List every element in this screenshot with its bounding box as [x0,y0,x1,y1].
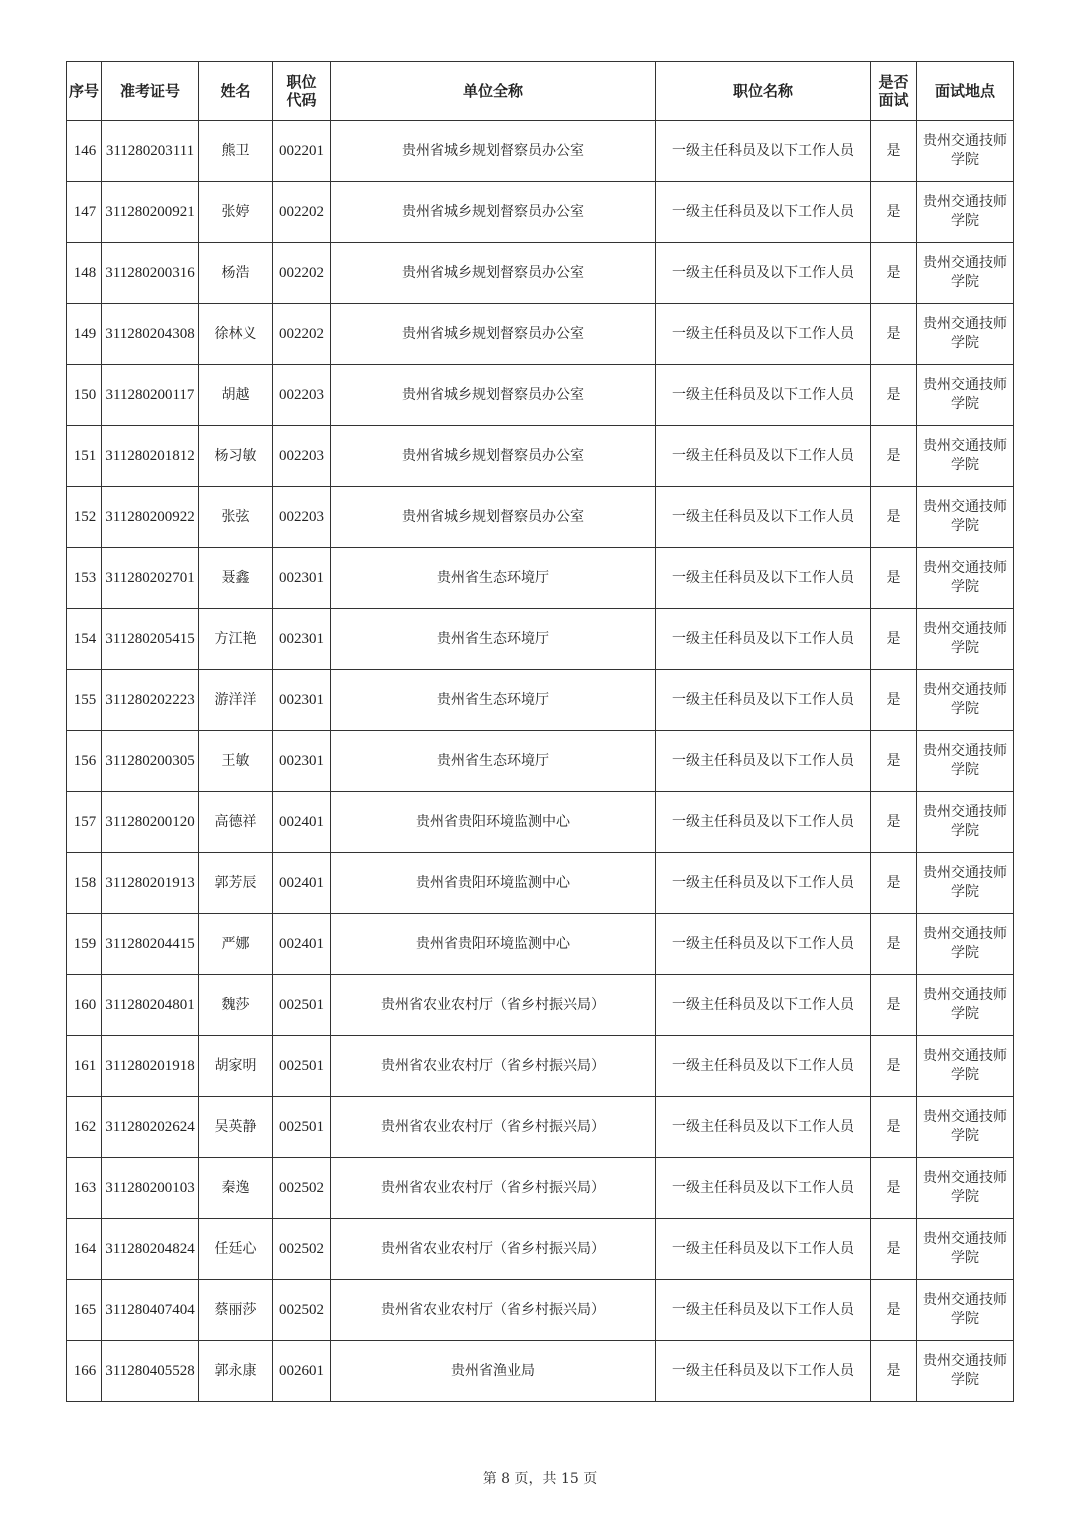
cell-position-name: 一级主任科员及以下工作人员 [656,975,871,1036]
header-position-code-label: 职位代码 [286,73,317,109]
cell-position-code: 002401 [273,914,331,975]
cell-exam-no: 311280200305 [102,731,199,792]
cell-interview: 是 [871,792,917,853]
header-position-code [273,62,331,121]
cell-interview: 是 [871,1158,917,1219]
cell-exam-no: 311280200117 [102,365,199,426]
header-exam-no: 准考证号 [102,62,199,121]
cell-location: 贵州交通技师学院 [917,121,1014,182]
cell-unit: 贵州省农业农村厅（省乡村振兴局） [331,1097,656,1158]
cell-position-code: 002401 [273,853,331,914]
table-row [67,1219,1014,1280]
cell-location: 贵州交通技师学院 [917,1158,1014,1219]
cell-position-code: 002202 [273,182,331,243]
table-row [67,670,1014,731]
cell-unit: 贵州省农业农村厅（省乡村振兴局） [331,1219,656,1280]
cell-position-name: 一级主任科员及以下工作人员 [656,304,871,365]
cell-unit: 贵州省农业农村厅（省乡村振兴局） [331,1158,656,1219]
cell-name: 郭永康 [199,1341,273,1402]
cell-position-code: 002501 [273,975,331,1036]
cell-position-name: 一级主任科员及以下工作人员 [656,609,871,670]
table-row [67,304,1014,365]
cell-exam-no: 311280204801 [102,975,199,1036]
cell-location: 贵州交通技师学院 [917,548,1014,609]
cell-seq: 163 [67,1158,102,1219]
cell-unit: 贵州省渔业局 [331,1341,656,1402]
cell-seq: 152 [67,487,102,548]
cell-location: 贵州交通技师学院 [917,243,1014,304]
cell-position-name: 一级主任科员及以下工作人员 [656,243,871,304]
cell-location: 贵州交通技师学院 [917,792,1014,853]
cell-unit: 贵州省生态环境厅 [331,548,656,609]
cell-unit: 贵州省贵阳环境监测中心 [331,792,656,853]
cell-exam-no: 311280200921 [102,182,199,243]
cell-position-code: 002301 [273,731,331,792]
cell-unit: 贵州省城乡规划督察员办公室 [331,121,656,182]
cell-location: 贵州交通技师学院 [917,304,1014,365]
cell-position-name: 一级主任科员及以下工作人员 [656,1036,871,1097]
table-header-row [67,62,1014,121]
cell-name: 郭芳辰 [199,853,273,914]
cell-name: 张弦 [199,487,273,548]
table-row [67,1036,1014,1097]
cell-interview: 是 [871,1341,917,1402]
table-row [67,548,1014,609]
table-row [67,1341,1014,1402]
table-row [67,182,1014,243]
cell-name: 聂鑫 [199,548,273,609]
cell-exam-no: 311280200103 [102,1158,199,1219]
cell-position-name: 一级主任科员及以下工作人员 [656,914,871,975]
cell-exam-no: 311280202624 [102,1097,199,1158]
cell-exam-no: 311280205415 [102,609,199,670]
cell-name: 吴英静 [199,1097,273,1158]
cell-name: 王敏 [199,731,273,792]
cell-exam-no: 311280407404 [102,1280,199,1341]
cell-exam-no: 311280200120 [102,792,199,853]
cell-position-name: 一级主任科员及以下工作人员 [656,548,871,609]
cell-interview: 是 [871,670,917,731]
cell-name: 秦逸 [199,1158,273,1219]
cell-interview: 是 [871,914,917,975]
cell-interview: 是 [871,548,917,609]
cell-seq: 153 [67,548,102,609]
cell-unit: 贵州省生态环境厅 [331,670,656,731]
cell-unit: 贵州省生态环境厅 [331,609,656,670]
cell-exam-no: 311280200316 [102,243,199,304]
cell-position-name: 一级主任科员及以下工作人员 [656,731,871,792]
cell-position-code: 002301 [273,548,331,609]
header-position-name: 职位名称 [656,62,871,121]
header-unit: 单位全称 [331,62,656,121]
cell-unit: 贵州省城乡规划督察员办公室 [331,365,656,426]
cell-position-name: 一级主任科员及以下工作人员 [656,487,871,548]
table-row [67,121,1014,182]
cell-position-code: 002203 [273,426,331,487]
cell-unit: 贵州省城乡规划督察员办公室 [331,487,656,548]
page-number: 第 8 页，共 15 页 [482,1471,598,1487]
cell-interview: 是 [871,1036,917,1097]
cell-seq: 149 [67,304,102,365]
cell-position-code: 002501 [273,1097,331,1158]
cell-seq: 146 [67,121,102,182]
cell-location: 贵州交通技师学院 [917,853,1014,914]
candidate-table [66,61,1014,1402]
cell-location: 贵州交通技师学院 [917,670,1014,731]
cell-unit: 贵州省城乡规划督察员办公室 [331,243,656,304]
cell-exam-no: 311280204824 [102,1219,199,1280]
cell-name: 蔡丽莎 [199,1280,273,1341]
cell-name: 任廷心 [199,1219,273,1280]
cell-position-code: 002202 [273,304,331,365]
cell-exam-no: 311280405528 [102,1341,199,1402]
cell-position-code: 002401 [273,792,331,853]
cell-position-code: 002502 [273,1280,331,1341]
cell-position-code: 002601 [273,1341,331,1402]
cell-interview: 是 [871,609,917,670]
cell-unit: 贵州省生态环境厅 [331,731,656,792]
cell-exam-no: 311280202701 [102,548,199,609]
cell-name: 胡家明 [199,1036,273,1097]
cell-unit: 贵州省城乡规划督察员办公室 [331,182,656,243]
cell-seq: 158 [67,853,102,914]
table-row [67,1280,1014,1341]
cell-seq: 166 [67,1341,102,1402]
cell-seq: 162 [67,1097,102,1158]
cell-unit: 贵州省农业农村厅（省乡村振兴局） [331,1036,656,1097]
cell-interview: 是 [871,487,917,548]
cell-position-code: 002501 [273,1036,331,1097]
table-row [67,853,1014,914]
cell-exam-no: 311280204415 [102,914,199,975]
cell-interview: 是 [871,304,917,365]
cell-position-name: 一级主任科员及以下工作人员 [656,853,871,914]
cell-interview: 是 [871,243,917,304]
cell-seq: 154 [67,609,102,670]
cell-location: 贵州交通技师学院 [917,365,1014,426]
header-interview [871,62,917,121]
cell-location: 贵州交通技师学院 [917,1036,1014,1097]
table-row [67,365,1014,426]
header-name: 姓名 [199,62,273,121]
cell-name: 方江艳 [199,609,273,670]
cell-exam-no: 311280200922 [102,487,199,548]
cell-exam-no: 311280202223 [102,670,199,731]
cell-exam-no: 311280201913 [102,853,199,914]
cell-position-name: 一级主任科员及以下工作人员 [656,365,871,426]
table-row [67,731,1014,792]
cell-seq: 164 [67,1219,102,1280]
cell-position-name: 一级主任科员及以下工作人员 [656,670,871,731]
cell-name: 徐林义 [199,304,273,365]
table-row [67,609,1014,670]
cell-interview: 是 [871,731,917,792]
header-seq: 序号 [67,62,102,121]
cell-position-name: 一级主任科员及以下工作人员 [656,1280,871,1341]
table-row [67,487,1014,548]
cell-unit: 贵州省农业农村厅（省乡村振兴局） [331,1280,656,1341]
cell-interview: 是 [871,1097,917,1158]
cell-position-code: 002202 [273,243,331,304]
cell-position-name: 一级主任科员及以下工作人员 [656,1158,871,1219]
cell-seq: 151 [67,426,102,487]
header-location: 面试地点 [917,62,1014,121]
cell-location: 贵州交通技师学院 [917,1219,1014,1280]
cell-position-code: 002301 [273,670,331,731]
cell-seq: 147 [67,182,102,243]
cell-seq: 157 [67,792,102,853]
cell-seq: 159 [67,914,102,975]
table-row [67,792,1014,853]
cell-unit: 贵州省农业农村厅（省乡村振兴局） [331,975,656,1036]
cell-interview: 是 [871,853,917,914]
cell-unit: 贵州省城乡规划督察员办公室 [331,304,656,365]
cell-location: 贵州交通技师学院 [917,975,1014,1036]
cell-position-code: 002301 [273,609,331,670]
cell-position-code: 002201 [273,121,331,182]
cell-interview: 是 [871,182,917,243]
cell-unit: 贵州省贵阳环境监测中心 [331,853,656,914]
cell-exam-no: 311280201812 [102,426,199,487]
cell-interview: 是 [871,975,917,1036]
cell-position-code: 002502 [273,1158,331,1219]
cell-interview: 是 [871,121,917,182]
cell-name: 杨习敏 [199,426,273,487]
cell-position-name: 一级主任科员及以下工作人员 [656,1097,871,1158]
cell-position-code: 002203 [273,487,331,548]
table-row [67,975,1014,1036]
table-row [67,1158,1014,1219]
cell-interview: 是 [871,426,917,487]
cell-name: 魏莎 [199,975,273,1036]
cell-unit: 贵州省城乡规划督察员办公室 [331,426,656,487]
cell-seq: 165 [67,1280,102,1341]
cell-exam-no: 311280201918 [102,1036,199,1097]
cell-location: 贵州交通技师学院 [917,731,1014,792]
header-interview-label: 是否面试 [878,73,909,109]
cell-seq: 161 [67,1036,102,1097]
cell-location: 贵州交通技师学院 [917,426,1014,487]
cell-exam-no: 311280204308 [102,304,199,365]
cell-position-name: 一级主任科员及以下工作人员 [656,1341,871,1402]
cell-name: 胡越 [199,365,273,426]
cell-location: 贵州交通技师学院 [917,914,1014,975]
cell-location: 贵州交通技师学院 [917,487,1014,548]
cell-position-name: 一级主任科员及以下工作人员 [656,792,871,853]
cell-position-name: 一级主任科员及以下工作人员 [656,182,871,243]
cell-interview: 是 [871,1280,917,1341]
cell-seq: 150 [67,365,102,426]
cell-seq: 155 [67,670,102,731]
cell-name: 高德祥 [199,792,273,853]
cell-name: 游洋洋 [199,670,273,731]
cell-interview: 是 [871,1219,917,1280]
cell-position-code: 002203 [273,365,331,426]
cell-position-name: 一级主任科员及以下工作人员 [656,1219,871,1280]
table-row [67,426,1014,487]
cell-location: 贵州交通技师学院 [917,1341,1014,1402]
cell-interview: 是 [871,365,917,426]
cell-position-code: 002502 [273,1219,331,1280]
table-row [67,914,1014,975]
cell-position-name: 一级主任科员及以下工作人员 [656,121,871,182]
cell-name: 严娜 [199,914,273,975]
cell-location: 贵州交通技师学院 [917,609,1014,670]
cell-name: 张婷 [199,182,273,243]
cell-unit: 贵州省贵阳环境监测中心 [331,914,656,975]
cell-location: 贵州交通技师学院 [917,182,1014,243]
cell-seq: 156 [67,731,102,792]
cell-seq: 148 [67,243,102,304]
cell-location: 贵州交通技师学院 [917,1280,1014,1341]
cell-name: 杨浩 [199,243,273,304]
cell-position-name: 一级主任科员及以下工作人员 [656,426,871,487]
table-row [67,243,1014,304]
cell-location: 贵州交通技师学院 [917,1097,1014,1158]
table-row [67,1097,1014,1158]
cell-seq: 160 [67,975,102,1036]
cell-exam-no: 311280203111 [102,121,199,182]
cell-name: 熊卫 [199,121,273,182]
